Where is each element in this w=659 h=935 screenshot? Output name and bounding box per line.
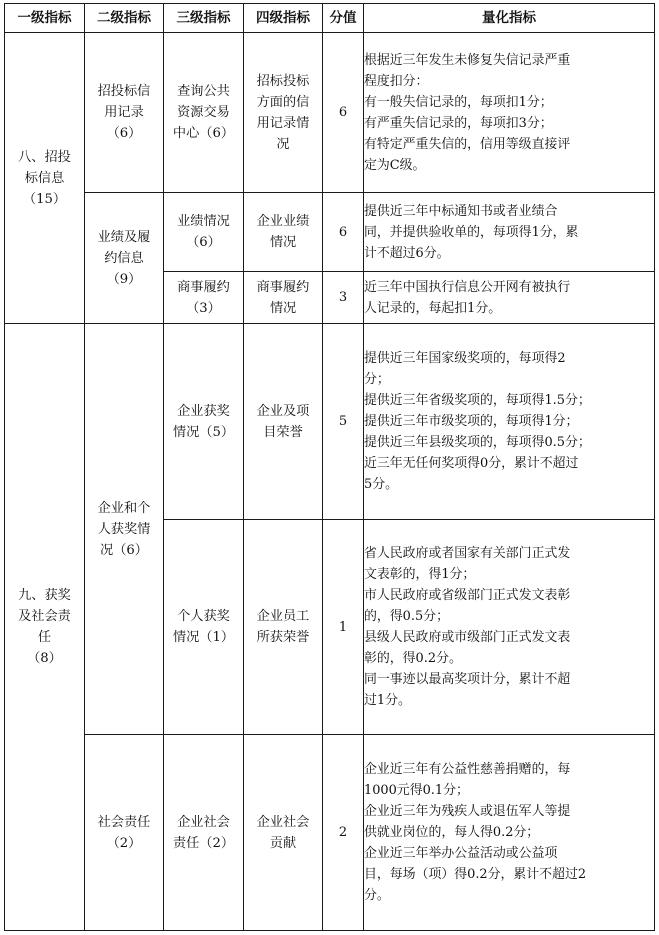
quantitative-cell <box>364 272 655 324</box>
cell-line: （8） <box>27 651 62 666</box>
quantitative-cell <box>364 33 655 193</box>
cell-line: 招投标信 <box>97 84 151 99</box>
cell-line: 招标投标 <box>256 73 310 89</box>
cell-line: 业绩情况 <box>177 214 230 229</box>
cell-line: 情况 <box>269 235 297 250</box>
score-cell: 2 <box>323 735 364 931</box>
header-level2: 二级指标 <box>85 4 164 33</box>
cell-line: 个人获奖 <box>177 609 230 624</box>
rule-line: 省人民政府或者国家有关部门正式发 <box>364 546 571 561</box>
cell-line: （6） <box>186 235 221 250</box>
rule-line: 县级人民政府或市级部门正式发文表 <box>364 630 571 645</box>
cell-line: 八、招投 <box>18 149 71 165</box>
quantitative-cell <box>364 735 655 931</box>
cell-line: 企业业绩 <box>256 214 310 229</box>
header-quantitative: 量化指标 <box>364 4 655 33</box>
level1-cell <box>5 324 85 931</box>
rule-line: 提供近三年省级奖项的，每项得1.5分； <box>364 393 591 408</box>
rule-line: 企业近三年举办公益活动或公益项 <box>364 846 558 861</box>
cell-line: 查询公共 <box>177 84 230 99</box>
cell-line: 责任（2） <box>172 835 235 851</box>
rule-line: 分； <box>364 372 390 387</box>
cell-line: （9） <box>106 271 142 287</box>
level4-cell <box>244 520 323 735</box>
header-level1: 一级指标 <box>5 4 85 33</box>
quantitative-cell <box>364 324 655 520</box>
cell-line: 企业及项 <box>256 403 310 419</box>
score-cell: 3 <box>323 272 364 324</box>
score-cell: 1 <box>323 520 364 735</box>
level4-cell <box>244 735 323 931</box>
cell-line: （2） <box>106 835 142 851</box>
rule-line: 有特定严重失信的，信用等级直接评 <box>364 136 571 152</box>
level2-cell <box>85 33 164 193</box>
level3-cell <box>164 520 244 735</box>
rule-line: 计不超过6分。 <box>364 245 450 261</box>
cell-line: 人获奖情 <box>97 521 151 537</box>
quantitative-cell <box>364 193 655 272</box>
cell-line: 约信息 <box>104 250 144 266</box>
cell-line: 情况（1） <box>172 630 235 645</box>
cell-line: 及社会责 <box>18 609 71 624</box>
table-row <box>5 324 655 520</box>
cell-line: 标信息 <box>24 170 65 186</box>
level4-cell <box>244 324 323 520</box>
cell-line: （3） <box>186 300 221 316</box>
rule-line: 同，并提供验收单的，每项得1分，累 <box>364 224 579 240</box>
level3-cell <box>164 33 244 193</box>
table-row <box>5 33 655 193</box>
rule-line: 目，每场（项）得0.2分，累计不超过2 <box>364 867 587 882</box>
cell-line: 商事履约 <box>256 279 310 295</box>
cell-line: 况（6） <box>100 542 148 558</box>
rule-line: 近三年无任何奖项得0分，累计不超过 <box>364 456 579 471</box>
rule-line: 分。 <box>364 888 390 903</box>
rule-line: 5分。 <box>364 477 398 492</box>
rule-line: 同一事迹以最高奖项计分，累计不超 <box>364 672 571 687</box>
cell-line: 目荣誉 <box>263 424 303 440</box>
rule-line: 近三年中国执行信息公开网有被执行 <box>364 279 571 295</box>
cell-line: 方面的信 <box>256 94 310 110</box>
header-level3: 三级指标 <box>164 4 244 33</box>
level2-cell <box>85 324 164 735</box>
rule-line: 程度扣分： <box>364 73 429 89</box>
cell-line: 用记录情 <box>256 115 310 131</box>
level4-cell <box>244 33 323 193</box>
level1-cell <box>5 33 85 324</box>
table-row <box>5 735 655 931</box>
quantitative-cell <box>364 520 655 735</box>
rule-line: 有严重失信记录的，每项扣3分； <box>364 115 553 131</box>
rule-line: 供就业岗位的，每人得0.2分； <box>364 825 540 840</box>
cell-line: 资源交易 <box>177 105 230 120</box>
cell-line: 中心（6） <box>172 126 235 141</box>
cell-line: 企业社会 <box>256 814 310 830</box>
cell-line: 情况 <box>269 300 297 316</box>
rule-line: 市人民政府或省级部门正式发文表彰 <box>364 588 571 603</box>
cell-line: 企业和个 <box>97 500 151 516</box>
cell-line: 况 <box>276 136 290 152</box>
cell-line: 企业获奖 <box>177 403 230 419</box>
rule-line: 人记录的，每起扣1分。 <box>364 300 502 316</box>
cell-line: 九、获奖 <box>18 588 71 603</box>
cell-line: 企业社会 <box>177 814 230 830</box>
cell-line: 情况（5） <box>172 424 235 440</box>
level3-cell <box>164 272 244 324</box>
level3-cell <box>164 324 244 520</box>
rule-line: 根据近三年发生未修复失信记录严重 <box>364 52 571 68</box>
cell-line: 贡献 <box>269 835 297 851</box>
indicator-table <box>4 3 655 931</box>
score-cell: 6 <box>323 33 364 193</box>
rule-line: 提供近三年市级奖项的，每项得1分； <box>364 414 579 429</box>
cell-line: （6） <box>106 126 142 141</box>
rule-line: 定为C级。 <box>364 157 426 173</box>
rule-line: 的，得0.5分； <box>364 609 449 624</box>
rule-line: 提供近三年国家级奖项的，每项得2 <box>364 351 566 366</box>
header-level4: 四级指标 <box>244 4 323 33</box>
score-cell: 5 <box>323 324 364 520</box>
rule-line: 企业近三年为残疾人或退伍军人等提 <box>364 804 571 819</box>
rule-line: 彰的，得0.2分。 <box>364 651 462 666</box>
rule-line: 1000元得0.1分； <box>364 783 469 798</box>
cell-line: 任 <box>37 630 52 645</box>
level3-cell <box>164 193 244 272</box>
cell-line: 所获荣誉 <box>256 630 310 645</box>
rule-line: 有一般失信记录的，每项扣1分； <box>364 94 553 110</box>
score-cell: 6 <box>323 193 364 272</box>
level3-cell <box>164 735 244 931</box>
header-score: 分值 <box>323 4 364 33</box>
rule-line: 文表彰的，得1分； <box>364 567 476 582</box>
rule-line: 提供近三年县级奖项的，每项得0.5分； <box>364 435 591 450</box>
cell-line: 企业员工 <box>256 609 310 624</box>
table-row <box>5 193 655 272</box>
rule-line: 企业近三年有公益性慈善捐赠的，每 <box>364 762 571 777</box>
cell-line: 业绩及履 <box>97 229 151 245</box>
rule-line: 过1分。 <box>364 693 411 708</box>
level4-cell <box>244 272 323 324</box>
cell-line: 商事履约 <box>177 279 230 295</box>
cell-line: 用记录 <box>104 105 144 120</box>
level4-cell <box>244 193 323 272</box>
level2-cell <box>85 193 164 324</box>
cell-line: 社会责任 <box>97 814 151 830</box>
header-row <box>5 4 655 33</box>
cell-line: （15） <box>22 191 67 207</box>
rule-line: 提供近三年中标通知书或者业绩合 <box>364 203 558 219</box>
level2-cell <box>85 735 164 931</box>
